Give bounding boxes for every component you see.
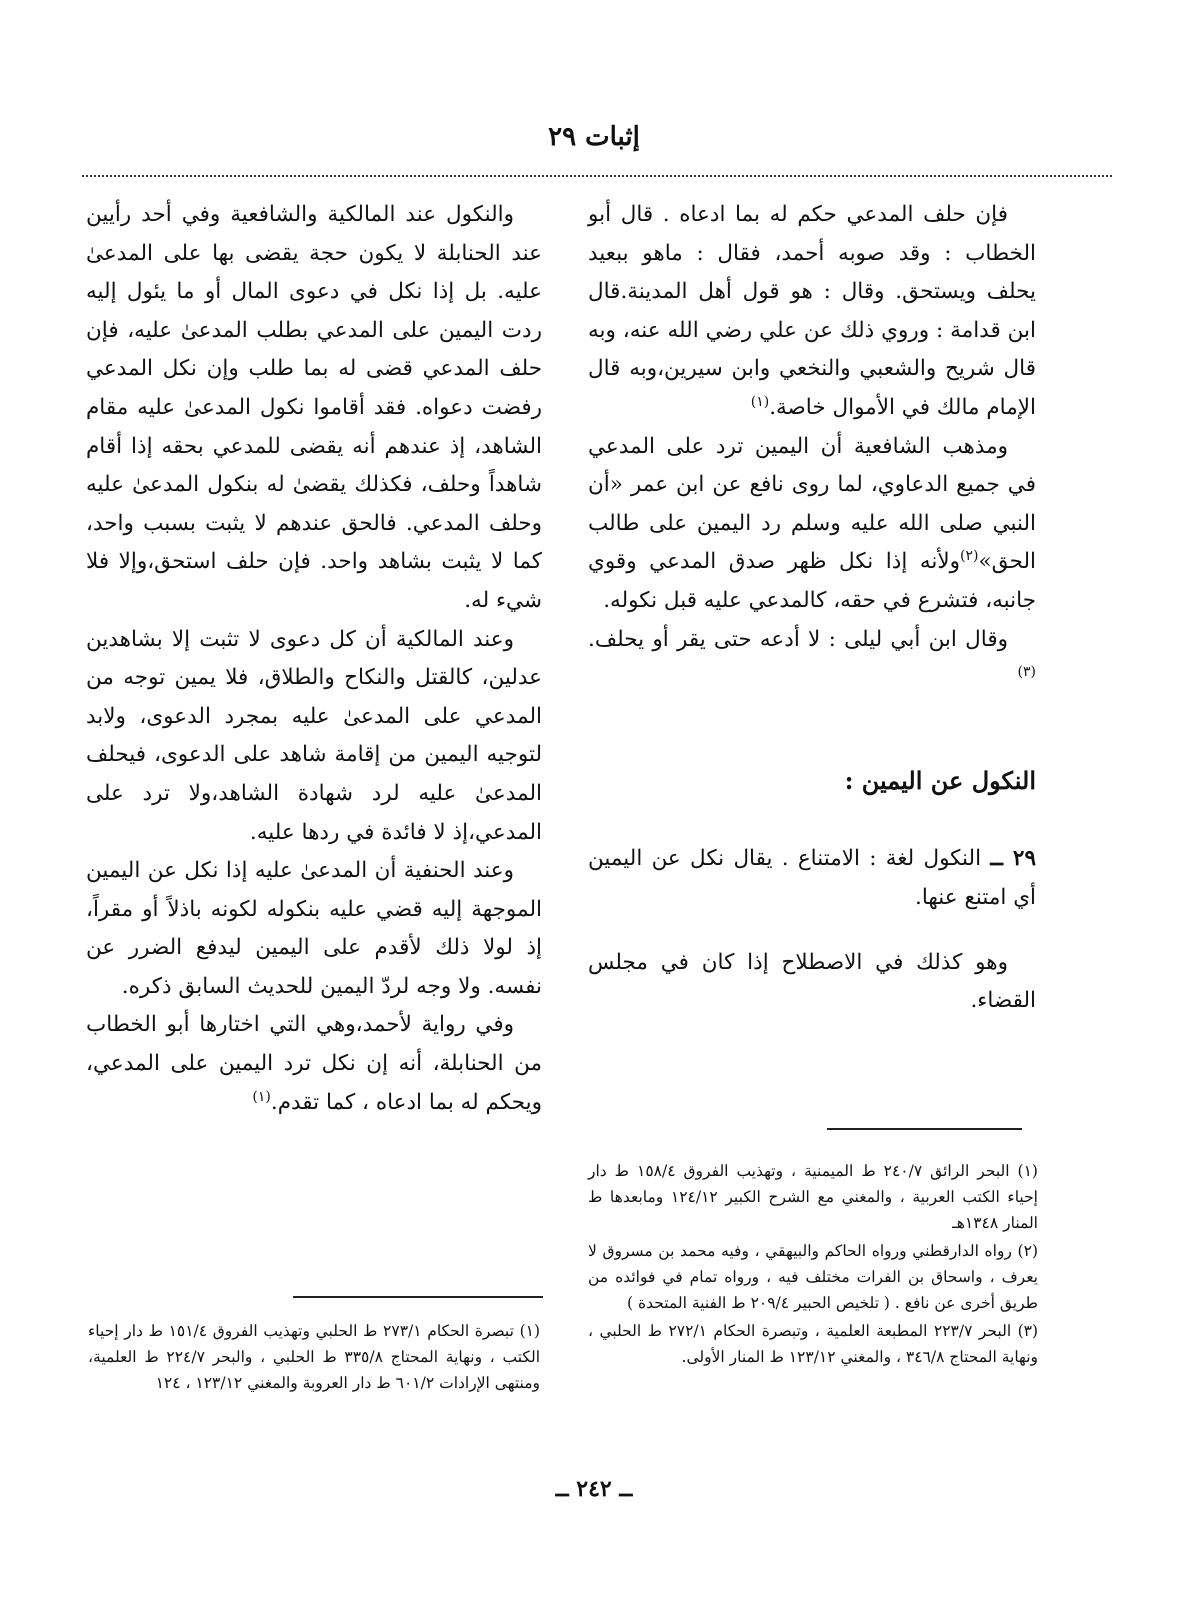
footnotes-right: [588, 1158, 1038, 1372]
paragraph-text: ومذهب الشافعية أن اليمين ترد على المدعي في جميع الدعاوي، لما روى نافع عن ابن عمر «أن النبي صلى الله عليه وسلم رد اليمين على طالب الحق»: [588, 433, 1036, 575]
paragraph: [588, 196, 1036, 428]
paragraph: وهو كذلك في الاصطلاح إذا كان في مجلس القضاء.: [588, 949, 1036, 1014]
footnotes-left: [88, 1318, 540, 1398]
paragraph: وعند المالكية أن كل دعوى لا تثبت إلا بشاهدين عدلين، كالقتل والنكاح والطلاق، فلا يمين توجه من المدعي على المدعىٰ عليه بمجرد الدعوى، ولابد لتوجيه اليمين من إقامة شاهد على الدعوى، فيحلف المدعىٰ عليه لرد شهادة الشاهد،ولا ترد على المدعي،إذ لا فائدة في ردها عليه.: [86, 626, 542, 845]
section-heading: النكول عن اليمين :: [844, 765, 1036, 795]
paragraph-number: ٢٩ ــ: [990, 846, 1036, 872]
paragraph: والنكول عند المالكية والشافعية وفي أحد رأيين عند الحنابلة لا يكون حجة يقضى بها على المدعىٰ عليه. بل إذا نكل في دعوى المال أو ما يئول إليه ردت اليمين على المدعي بطلب المدعىٰ عليه، فإن حلف المدعي قضى له بما طلب وإن نكل المدعي رفضت دعواه. فقد أقاموا نكول المدعىٰ عليه مقام الشاهد، إذ عندهم أنه يقضى للمدعي بحقه إذا أقام شاهداً وحلف، فكذلك يقضىٰ له بنكول المدعىٰ عليه وحلف المدعي. فالحق عندهم لا يثبت بسبب واحد، كما لا يثبت بشاهد واحد. فإن حلف استحق،وإلا فلا شيء له.: [86, 202, 542, 613]
paragraph: [588, 428, 1036, 621]
footnote-rule-left: [293, 1296, 543, 1298]
right-column: [588, 196, 1036, 1021]
paragraph-text: النكول لغة : الامتناع . يقال نكل عن اليمين أي امتنع عنها.: [588, 846, 1036, 910]
paragraph-text: وفي رواية لأحمد،وهي التي اختارها أبو الخطاب من الحنابلة، أنه إن نكل ترد اليمين على المدعي، ويحكم له بما ادعاه ، كما تقدم.: [86, 1012, 542, 1115]
running-head: إثبات ٢٩: [548, 122, 640, 152]
spacer: [588, 918, 1036, 944]
footnote: (١) البحر الرائق ٢٤٠/٧ ط الميمنية ، وتهذيب الفروق ١٥٨/٤ ط دار إحياء الكتب العربية ، والمغني مع الشرح الكبير ١٢٤/١٢ ومابعدها ط المنار ١٣٤٨هـ: [588, 1162, 1038, 1232]
paragraph-text: ولأنه إذا نكل ظهر صدق المدعي وقوي جانبه، فتشرع في حقه، كالمدعي عليه قبل نكوله.: [588, 549, 1036, 613]
left-column: [86, 196, 542, 1122]
numbered-paragraph: [588, 840, 1036, 917]
footnote-ref: (٣): [1017, 663, 1036, 680]
paragraph: وعند الحنفية أن المدعىٰ عليه إذا نكل عن اليمين الموجهة إليه قضي عليه بنكوله لكونه باذلاً أو مقراً، إذ لولا ذلك لأقدم على اليمين ليدفع الضرر عن نفسه. ولا وجه لردّ اليمين للحديث السابق ذكره.: [86, 858, 542, 999]
footnote-ref: (١): [252, 1088, 271, 1105]
footnote: (١) تبصرة الحكام ٢٧٣/١ ط الحلبي وتهذيب الفروق ١٥١/٤ ط دار إحياء الكتب ، ونهاية المحتاج ٣٣٥/٨ ط الحلبي ، والبحر ٢٢٤/٧ ط العلمية، ومنتهى الإرادات ٦٠١/٢ ط دار العروبة والمغني ١٢٣/١٢ ، ١٢٤: [88, 1322, 541, 1392]
paragraph: [86, 1006, 542, 1122]
footnote-ref: (١): [750, 393, 770, 410]
footnote: (٢) رواه الدارقطني ورواه الحاكم والبيهقي ، وفيه محمد بن مسروق لا يعرف ، واسحاق بن الفرات مختلف فيه ، ورواه تمام في فوائده من طريق أخرى عن نافع . ( تلخيص الحبير ٢٠٩/٤ ط الفنية المتحدة ): [588, 1242, 1038, 1312]
header-dotted-rule: [82, 175, 1112, 177]
paragraph-text: فإن حلف المدعي حكم له بما ادعاه . قال أبو الخطاب : وقد صوبه أحمد، فقال : ماهو ببعيد يحلف ويستحق. وقال : هو قول أهل المدينة.قال ابن قدامة : وروي ذلك عن علي رضي الله عنه، وبه قال شريح والشعبي والنخعي وابن سيرين،وبه قال الإمام مالك في الأموال خاصة.: [588, 202, 1036, 420]
footnote-rule-right: [827, 1128, 1022, 1130]
paragraph-text: وقال ابن أبي ليلى : لا أدعه حتى يقر أو يحلف.: [588, 626, 1008, 652]
page-number: ــ ٢٤٢ ــ: [555, 1476, 633, 1502]
footnote: (٣) البحر ٢٢٣/٧ المطبعة العلمية ، وتبصرة الحكام ٢٧٢/١ ط الحلبي ، ونهاية المحتاج ٣٤٦/٨ ، والمغني ١٢٣/١٢ ط المنار الأولى.: [588, 1322, 1039, 1366]
footnote-ref: (٢): [960, 548, 979, 565]
paragraph: [588, 621, 1036, 698]
